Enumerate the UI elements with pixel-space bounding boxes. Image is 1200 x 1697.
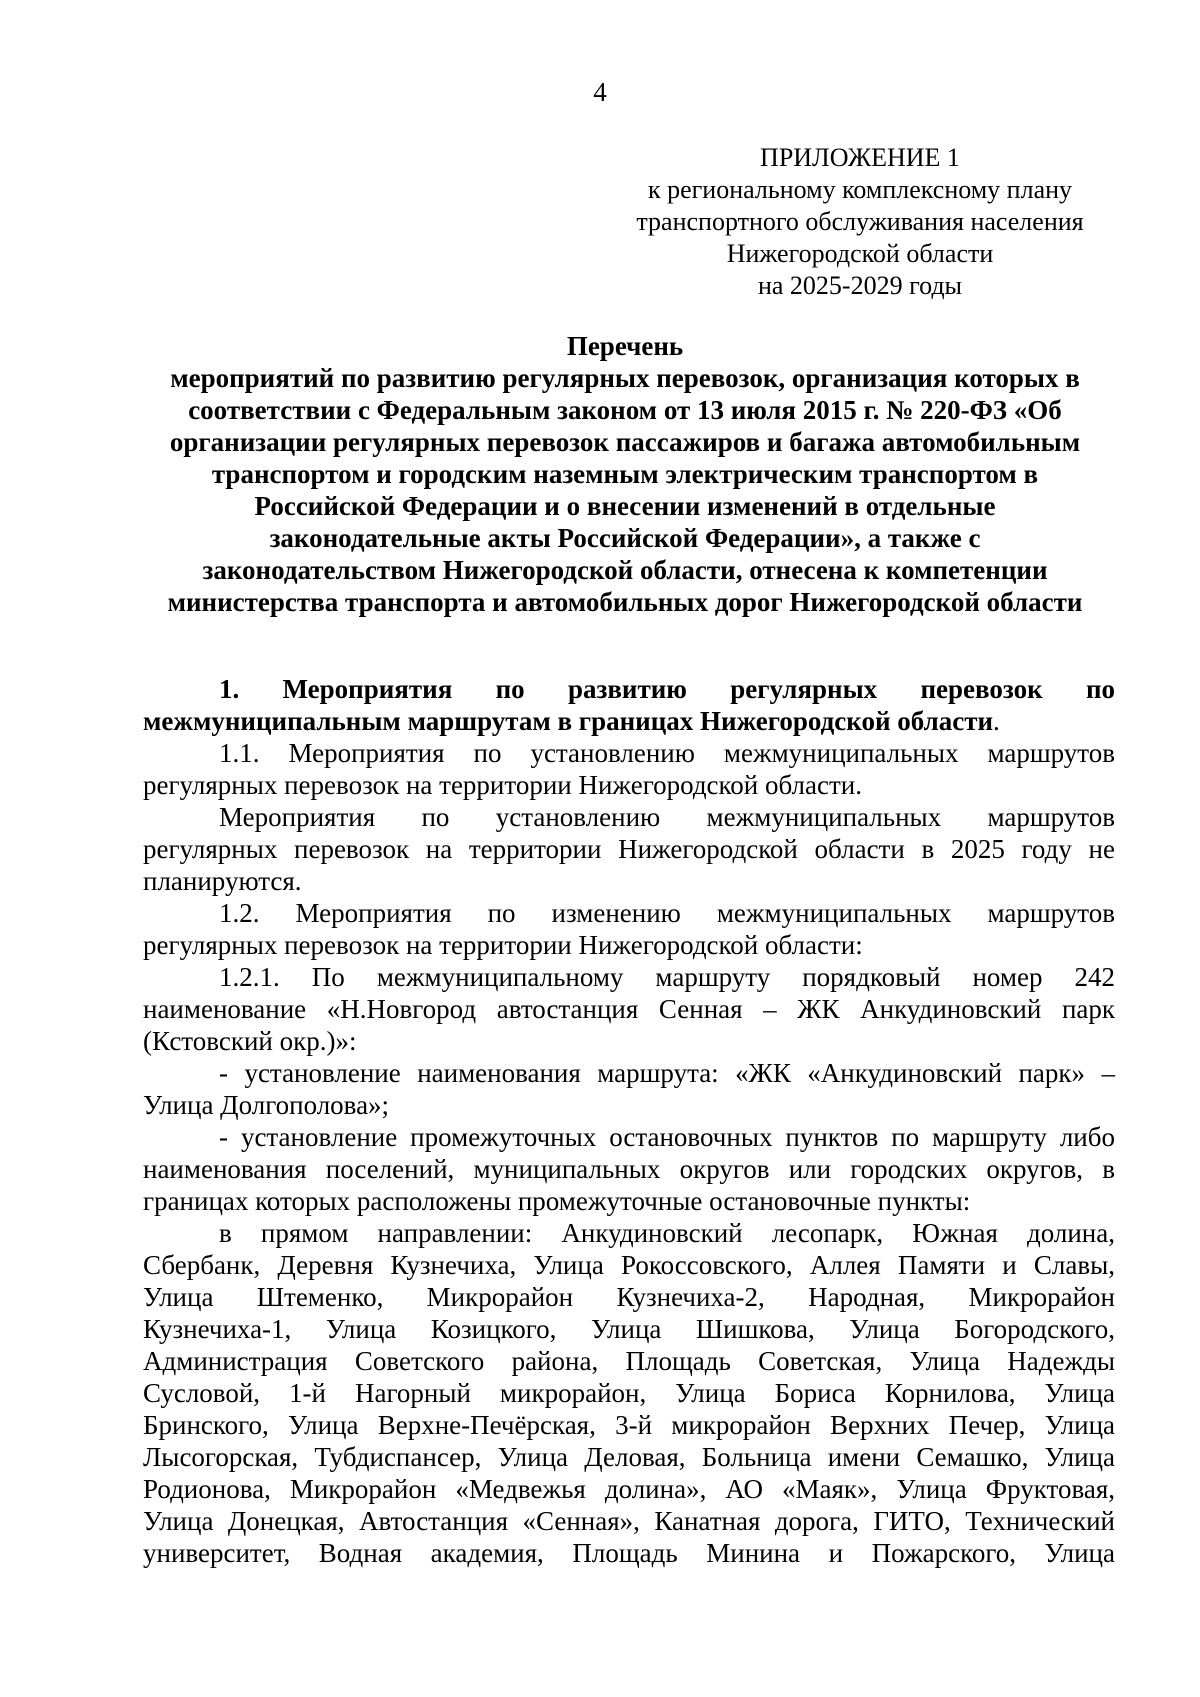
- title-heading: Перечень: [566, 331, 684, 361]
- text-line: регулярных перевозок на территории Нижегородской области:: [143, 930, 863, 960]
- section-heading-line: 1. Мероприятия по развитию регулярных перевозок по: [219, 674, 1115, 704]
- appendix-line: на 2025-2029 годы: [757, 271, 963, 300]
- title-line: законодательством Нижегородской области, отнесена к компетенции: [202, 555, 1048, 585]
- text-line: университет, Водная академия, Площадь Минина и Пожарского, Улица: [143, 1538, 1115, 1568]
- text-line: планируются.: [143, 866, 302, 896]
- text-line: регулярных перевозок на территории Нижегородской области.: [143, 770, 862, 800]
- paragraph-1-2-1: [143, 961, 1115, 1057]
- appendix-line: Нижегородской области: [726, 239, 994, 268]
- text-line: Мероприятия по установлению межмуниципальных маршрутов: [219, 802, 1115, 832]
- item-route-name: [143, 1057, 1115, 1121]
- title-line: соответствии с Федеральным законом от 13 июля 2015 г. № 220-ФЗ «Об: [188, 395, 1062, 425]
- title-line: законодательные акты Российской Федерации», а также с: [269, 523, 981, 553]
- text-line: 1.2.1. По межмуниципальному маршруту порядковый номер 242: [219, 962, 1115, 992]
- paragraph-1-1: [143, 737, 1115, 801]
- text-line: Родионова, Микрорайон «Медвежья долина», АО «Маяк», Улица Фруктовая,: [143, 1474, 1115, 1504]
- text-line: Кузнечиха-1, Улица Козицкого, Улица Шишкова, Улица Богородского,: [143, 1314, 1115, 1344]
- paragraph-1-2: [143, 897, 1115, 961]
- text-line: наименование «Н.Новгород автостанция Сенная – ЖК Анкудиновский парк: [143, 994, 1115, 1024]
- section-1-heading: [143, 673, 1115, 737]
- text-line: 1.1. Мероприятия по установлению межмуниципальных маршрутов: [219, 738, 1115, 768]
- title-line: министерства транспорта и автомобильных дорог Нижегородской области: [167, 587, 1083, 617]
- paragraph-1-1-text: [143, 801, 1115, 897]
- appendix-line: транспортного обслуживания населения: [636, 207, 1084, 236]
- appendix-line: к региональному комплексному плану: [647, 175, 1073, 204]
- text-line: - установление промежуточных остановочных пунктов по маршруту либо: [219, 1122, 1115, 1152]
- title-line: транспортом и городским наземным электрическим транспортом в: [211, 459, 1039, 489]
- appendix-title: ПРИЛОЖЕНИЕ 1: [760, 143, 960, 172]
- text-line: - установление наименования маршрута: «ЖК «Анкудиновский парк» –: [219, 1058, 1115, 1088]
- appendix-header: [625, 142, 1095, 302]
- text-line: Администрация Советского района, Площадь Советская, Улица Надежды: [143, 1346, 1115, 1376]
- title-line: Российской Федерации и о внесении изменений в отдельные: [254, 491, 996, 521]
- page-number: 4: [593, 77, 607, 107]
- text-line: 1.2. Мероприятия по изменению межмуниципальных маршрутов: [219, 898, 1115, 928]
- section-heading-line: межмуниципальным маршрутам в границах Нижегородской области.: [143, 706, 1000, 736]
- text-line: (Кстовский окр.)»:: [143, 1026, 357, 1056]
- title-line: организации регулярных перевозок пассажиров и багажа автомобильным: [169, 427, 1081, 457]
- forward-direction-stops: [143, 1217, 1115, 1569]
- text-line: Бринского, Улица Верхне-Печёрская, 3-й микрорайон Верхних Печер, Улица: [143, 1410, 1115, 1440]
- document-title: [140, 330, 1110, 618]
- text-line: Улица Донецкая, Автостанция «Сенная», Канатная дорога, ГИТО, Технический: [143, 1506, 1115, 1536]
- text-line: Лысогорская, Тубдиспансер, Улица Деловая, Больница имени Семашко, Улица: [143, 1442, 1115, 1472]
- title-line: мероприятий по развитию регулярных перевозок, организация которых в: [170, 363, 1080, 393]
- text-line: наименования поселений, муниципальных округов или городских округов, в: [143, 1154, 1115, 1184]
- text-line: Сусловой, 1-й Нагорный микрорайон, Улица Бориса Корнилова, Улица: [143, 1378, 1115, 1408]
- document-body: [143, 673, 1115, 1569]
- text-line: Улица Штеменко, Микрорайон Кузнечиха-2, Народная, Микрорайон: [143, 1282, 1115, 1312]
- text-line: границах которых расположены промежуточные остановочные пункты:: [143, 1186, 971, 1216]
- item-intermediate-stops: [143, 1121, 1115, 1217]
- text-line: Сбербанк, Деревня Кузнечиха, Улица Рокоссовского, Аллея Памяти и Славы,: [143, 1250, 1115, 1280]
- text-line: в прямом направлении: Анкудиновский лесопарк, Южная долина,: [219, 1218, 1115, 1248]
- text-line: регулярных перевозок на территории Нижегородской области в 2025 году не: [143, 834, 1115, 864]
- text-line: Улица Долгополова»;: [143, 1090, 390, 1120]
